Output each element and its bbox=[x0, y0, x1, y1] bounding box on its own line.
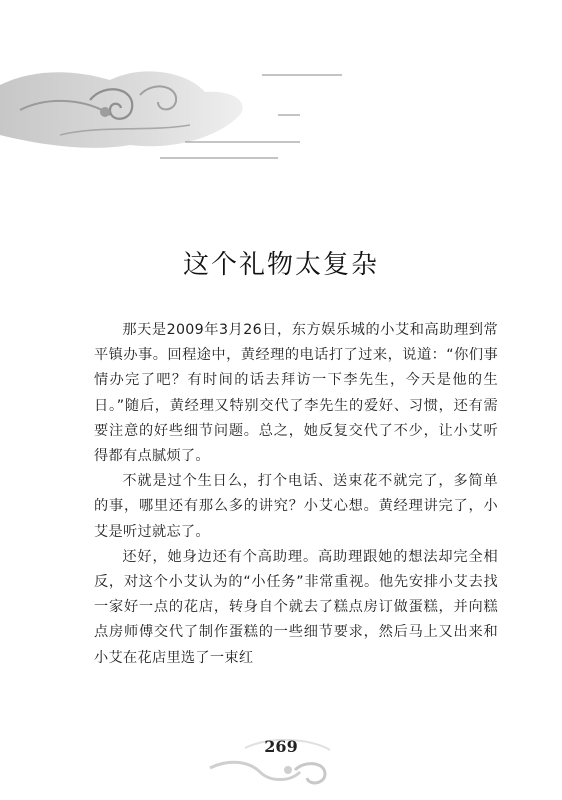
chapter-title: 这个礼物太复杂 bbox=[182, 250, 379, 280]
paragraph: 还好，她身边还有个高助理。高助理跟她的想法却完全相反，对这个小艾认为的“小任务”非常重视。他先安排小艾去找一家好一点的花店，转身自个就去了糕点房订做蛋糕，并向糕点房师傅交代了制作蛋糕的一些细节要求，然后马上又出来和小艾在花店里选了一束红 bbox=[94, 548, 498, 666]
body-text bbox=[94, 318, 498, 671]
cloud-ornament-icon bbox=[0, 40, 300, 170]
paragraph: 那天是2009年3月26日，东方娱乐城的小艾和高助理到常平镇办事。回程途中，黄经理的电话打了过来，说道：“你们事情办完了吧？有时间的话去拜访一下李先生，今天是他的生日。”随后，黄经理又特别交代了李先生的爱好、习惯，还有需要注意的好些细节问题。总之，她反复交代了不少，让小艾听得都有点腻烦了。 bbox=[94, 322, 498, 465]
header-rule bbox=[262, 74, 342, 76]
paragraph: 不就是过个生日么，打个电话、送束花不就完了，多简单的事，哪里还有那么多的讲究？小艾心想。黄经理讲完了，小艾是听过就忘了。 bbox=[94, 473, 498, 540]
page-number: 269 bbox=[264, 737, 298, 756]
